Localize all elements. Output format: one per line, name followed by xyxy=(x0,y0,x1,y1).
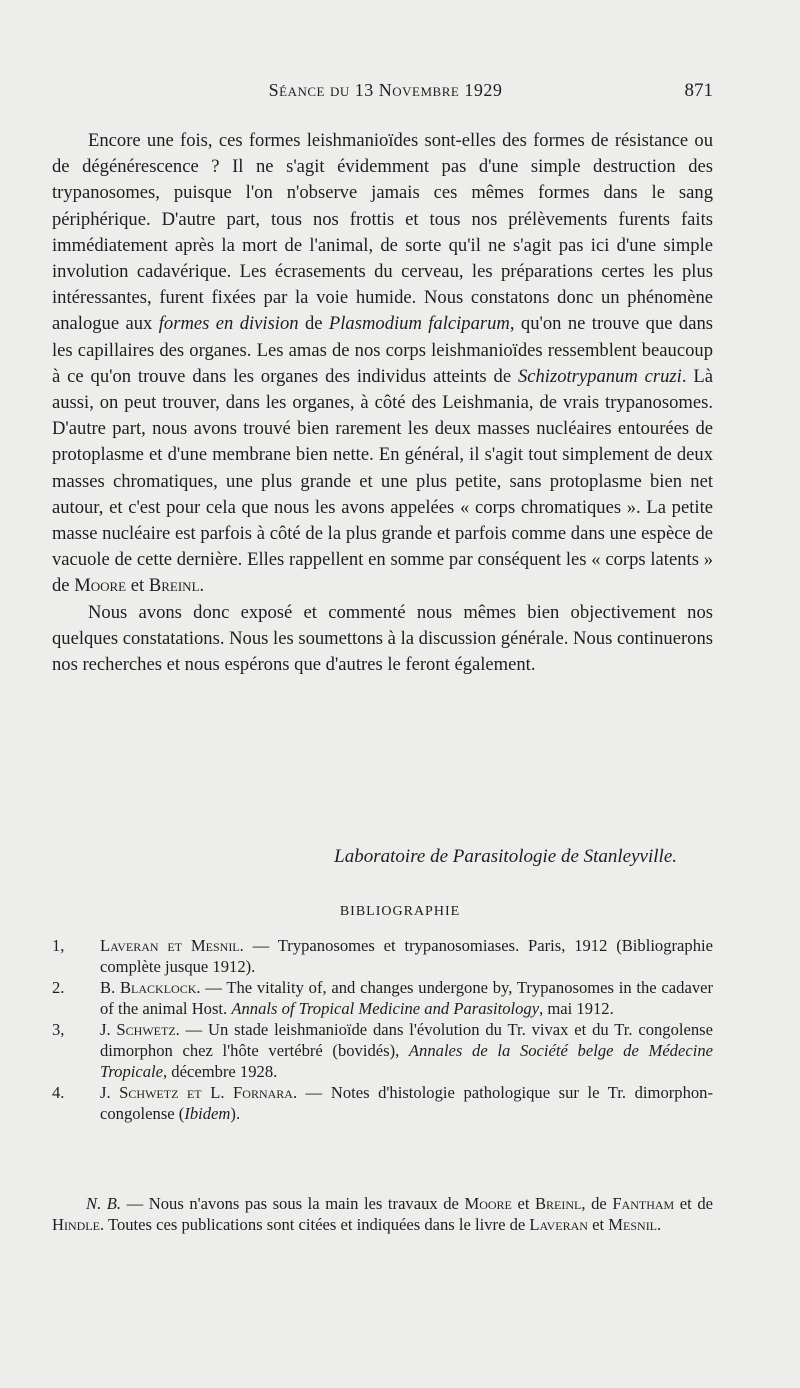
reference-item xyxy=(52,1020,713,1082)
author-name: Moore xyxy=(464,1194,512,1213)
reference-number: 3, xyxy=(52,1020,65,1040)
text-run: . Là aussi, on peut trouver, dans les organes, à côté des Leishmania, de vrais trypanosomes. D'autre part, nous avons trouvé bien rarement les deux masses nucléaires entourées de protoplasme et d'une membrane bien nette. En général, il s'agit tout simplement de deux masses chromatiques, une plus grande et une plus petite, sans protoplasme bien net autour, et c'est pour cela que nous les avons appelées « corps chromatiques ». La petite masse nucléaire est parfois à côté de la plus grande et parfois comme dans une espèce de vacuole de cette dernière. Elles rappellent en somme par conséquent les « corps latents » de xyxy=(52,365,713,597)
reference-author: B. Blacklock. xyxy=(100,978,201,998)
reference-text: — Trypanosomes et trypanosomiases. Paris, 1912 (Bibliographie complète jusque 1912). xyxy=(100,936,713,976)
author-name: Breinl xyxy=(148,575,200,597)
reference-author: Laveran et Mesnil. xyxy=(100,936,244,955)
author-name: Breinl xyxy=(534,1194,582,1213)
reference-text: — The vitality of, and changes undergone by, Trypanosomes in the cadaver of the animal Host. xyxy=(100,978,714,1018)
paragraph-2: Nous avons donc exposé et commenté nous mêmes bien objectivement nos quelques constatations. Nous les soumettons à la discussion générale. Nous continuerons nos recherches et nous espérons que d'autres le feront également. xyxy=(52,601,713,676)
text-run: et xyxy=(511,1194,535,1213)
text-run: et xyxy=(587,1214,609,1234)
page-number: 871 xyxy=(684,80,713,101)
reference-author: J. Schwetz et L. Fornara. xyxy=(100,1083,298,1103)
author-name: Mesnil xyxy=(608,1214,658,1234)
nota-bene xyxy=(52,1194,713,1235)
reference-journal: Annals of Tropical Medicine and Parasitology xyxy=(231,998,540,1018)
reference-item xyxy=(52,1083,713,1124)
reference-number: 1, xyxy=(52,936,65,955)
text-run: , qu'on ne trouve que dans les capillaires des organes. Les amas de nos corps leishmanioïdes ressemblent beaucoup à ce qu'on trouve dans les organes des individus atteints de xyxy=(52,313,713,387)
text-run: — Nous n'avons pas sous la main les travaux de xyxy=(121,1194,465,1213)
text-run: . Toutes ces publications sont citées et indiquées dans le livre de xyxy=(99,1214,530,1234)
text-run: et de xyxy=(674,1194,713,1213)
italic-term: Plasmodium falciparum xyxy=(328,313,510,335)
running-header xyxy=(58,76,713,110)
text-run: Encore une fois, ces formes leishmanioïdes sont-elles des formes de résistance ou de dégénérescence ? Il ne s'agit évidemment pas d'une simple destruction des trypanosomes, puisque l'on n'observe jamais ces mêmes formes dans le sang périphérique. D'autre part, tous nos frottis et tous nos prélèvements furents faits immédiatement après la mort de l'animal, de sorte qu'il ne s'agit pas ici d'une simple involution cadavérique. Les écrasements du cerveau, les préparations certes les plus intéressantes, furent fixées par la voie humide. Nous constatons donc un phénomène analogue aux xyxy=(52,130,713,335)
reference-number: 2. xyxy=(52,978,65,998)
paragraph-1 xyxy=(52,128,713,600)
text-run: de xyxy=(298,313,329,335)
reference-author: J. Schwetz. xyxy=(100,1020,180,1040)
body-text xyxy=(52,128,713,678)
reference-tail: , mai 1912. xyxy=(539,998,614,1018)
bibliography-list xyxy=(52,936,713,1125)
signature-line: Laboratoire de Parasitologie de Stanleyville. xyxy=(334,846,677,867)
italic-term: Schizotrypanum cruzi xyxy=(517,365,682,387)
author-name: Fantham xyxy=(612,1194,675,1213)
reference-text: — Notes d'histologie pathologique sur le Tr. dimorphon-congolense ( xyxy=(100,1083,713,1123)
italic-term: formes en division xyxy=(158,313,299,335)
reference-item xyxy=(52,978,713,1019)
reference-number: 4. xyxy=(52,1083,65,1103)
text-run: . xyxy=(657,1214,662,1234)
author-name: Hindle xyxy=(52,1214,100,1234)
author-name: Laveran xyxy=(529,1214,588,1234)
text-run: . xyxy=(199,575,205,597)
bibliography-title: BIBLIOGRAPHIE xyxy=(339,904,461,919)
running-title: Séance du 13 Novembre 1929 xyxy=(268,80,503,100)
reference-item xyxy=(52,936,713,977)
nota-bene-label: N. B. xyxy=(86,1194,122,1213)
text-run: , de xyxy=(581,1194,613,1213)
reference-journal: Annales de la Société belge de Médecine Tropicale xyxy=(100,1040,713,1081)
text-run: et xyxy=(126,575,149,597)
author-name: Moore xyxy=(74,575,127,597)
reference-tail: ). xyxy=(230,1103,241,1123)
reference-text: — Un stade leishmanioïde dans l'évolution du Tr. vivax et du Tr. congolense dimorphon chez l'hôte vertébré (bovidés), xyxy=(100,1020,713,1060)
reference-journal: Ibidem xyxy=(184,1103,231,1123)
reference-tail: , décembre 1928. xyxy=(163,1061,278,1081)
